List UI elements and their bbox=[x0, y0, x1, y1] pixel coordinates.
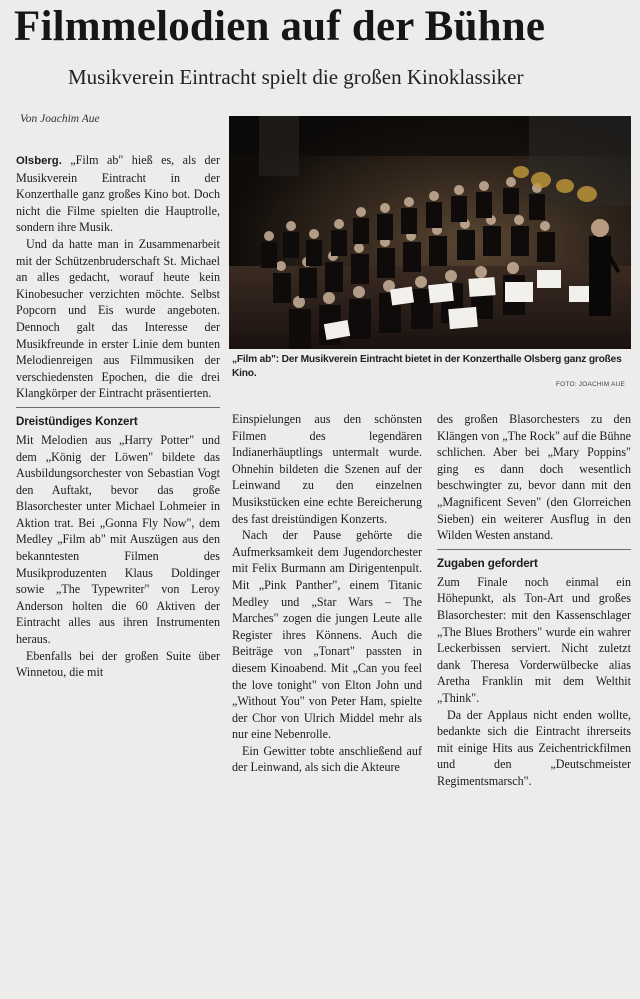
article-column-1 bbox=[16, 152, 220, 681]
paragraph: Da der Applaus nicht enden wollte, bedankte sich die Eintracht ihrerseits mit einige Hits aus Zeichentrickfilmen und den „Deutschmeister Regimentsmarsch". bbox=[437, 707, 631, 788]
article-column-3 bbox=[437, 411, 631, 789]
concert-hall-image bbox=[229, 116, 631, 349]
photo-credit: FOTO: JOACHIM AUE bbox=[556, 381, 626, 388]
paragraph: „Film ab" hieß es, als der Musikverein Eintracht in der Konzerthalle ganz großes Kino bot. Doch nicht die Filme spielten die Hauptrolle, sondern ihre Musik. bbox=[16, 153, 220, 235]
subheadline: Musikverein Eintracht spielt die großen Kinoklassiker bbox=[68, 65, 524, 89]
paragraph: Ebenfalls bei der großen Suite über Winnetou, die mit bbox=[16, 648, 220, 680]
byline: Von Joachim Aue bbox=[20, 113, 100, 125]
paragraph: Ein Gewitter tobte anschließend auf der Leinwand, als sich die Akteure bbox=[232, 743, 422, 775]
column-divider bbox=[16, 407, 220, 408]
section-heading: Dreistündiges Konzert bbox=[16, 414, 138, 428]
paragraph: Nach der Pause gehörte die Aufmerksamkeit dem Jugendorchester mit Felix Burmann am Dirigentenpult. Mit „Pink Panther", einem Titanic Medley und „Star Wars – The Marches" zogen die jungen Leute alle Register ihres Könnens. Auch die Beiträge von „Tonart" passten in diesem Kinoabend. Mit „Can you feel the love tonight" von Elton John und „Without You" von Peter Ham, spielte der Chor von Ulrich Middel mehr als nur eine Nebenrolle. bbox=[232, 528, 422, 742]
paragraph: Mit Melodien aus „Harry Potter" und dem „König der Löwen" bildete das Ausbildungsorchester von Sebastian Vogt den Auftakt, bevor das große Blasorchester unter Michael Lohmeier in Aktion trat. Bei „Gonna Fly Now", dem Medley „Film ab" mit Auszügen aus den bekanntesten Filmen des Musikproduzenten Klaus Doldinger sowie „The Typewriter" von Leroy Anderson holten die 60 Aktiven der Eintracht alles aus ihren Instrumenten heraus. bbox=[16, 432, 220, 647]
section-heading: Zugaben gefordert bbox=[437, 556, 538, 570]
article-column-2 bbox=[232, 411, 422, 776]
column-divider bbox=[437, 549, 631, 550]
headline: Filmmelodien auf der Bühne bbox=[14, 3, 546, 50]
orchestra-photo bbox=[229, 116, 631, 349]
dateline: Olsberg. bbox=[16, 155, 62, 167]
paragraph: Und da hatte man in Zusammenarbeit mit der Schützenbruderschaft St. Michael an alles gedacht, worauf heute kein Kinobesucher verzichten möchte. Selbst Popcorn und Eis wurde angeboten. Dennoch galt das Interesse der Musikfreunde in erster Linie dem bunten Melodienreigen aus Filmmusiken der verschiedensten Epochen, die die drei Klangkörper der Eintracht präsentierten. bbox=[16, 236, 220, 401]
paragraph: des großen Blasorchesters zu den Klängen von „The Rock" auf die Bühne schlichen. Aber bei „Mary Poppins" ging es dann doch wesentlich beschwingter zu, bevor dann mit den „Magnificent Seven" (den Glorreichen Sieben) ein weiterer Ausflug in den Wilden Westen anstand. bbox=[437, 412, 631, 543]
paragraph: Einspielungen aus den schönsten Filmen des legendären Indianerhäuptlings untermalt wurde. Ohnehin bildeten die Szenen auf der Leinwand zu den einzelnen Musikstücken eine echte Bereicherung des fast dreistündigen Konzerts. bbox=[232, 412, 422, 526]
paragraph: Zum Finale noch einmal ein Höhepunkt, als Ton-Art und großes Blasorchester: mit den Kassenschlager „The Blues Brothers" wurde ein wahrer Leckerbissen serviert. Nicht zuletzt dank Theresa Vorderwülbecke alias Aretha Franklin mit dem Welthit „Think". bbox=[437, 574, 631, 705]
photo-caption: „Film ab": Der Musikverein Eintracht bietet in der Konzerthalle Olsberg ganz großes Kino. bbox=[232, 354, 622, 379]
